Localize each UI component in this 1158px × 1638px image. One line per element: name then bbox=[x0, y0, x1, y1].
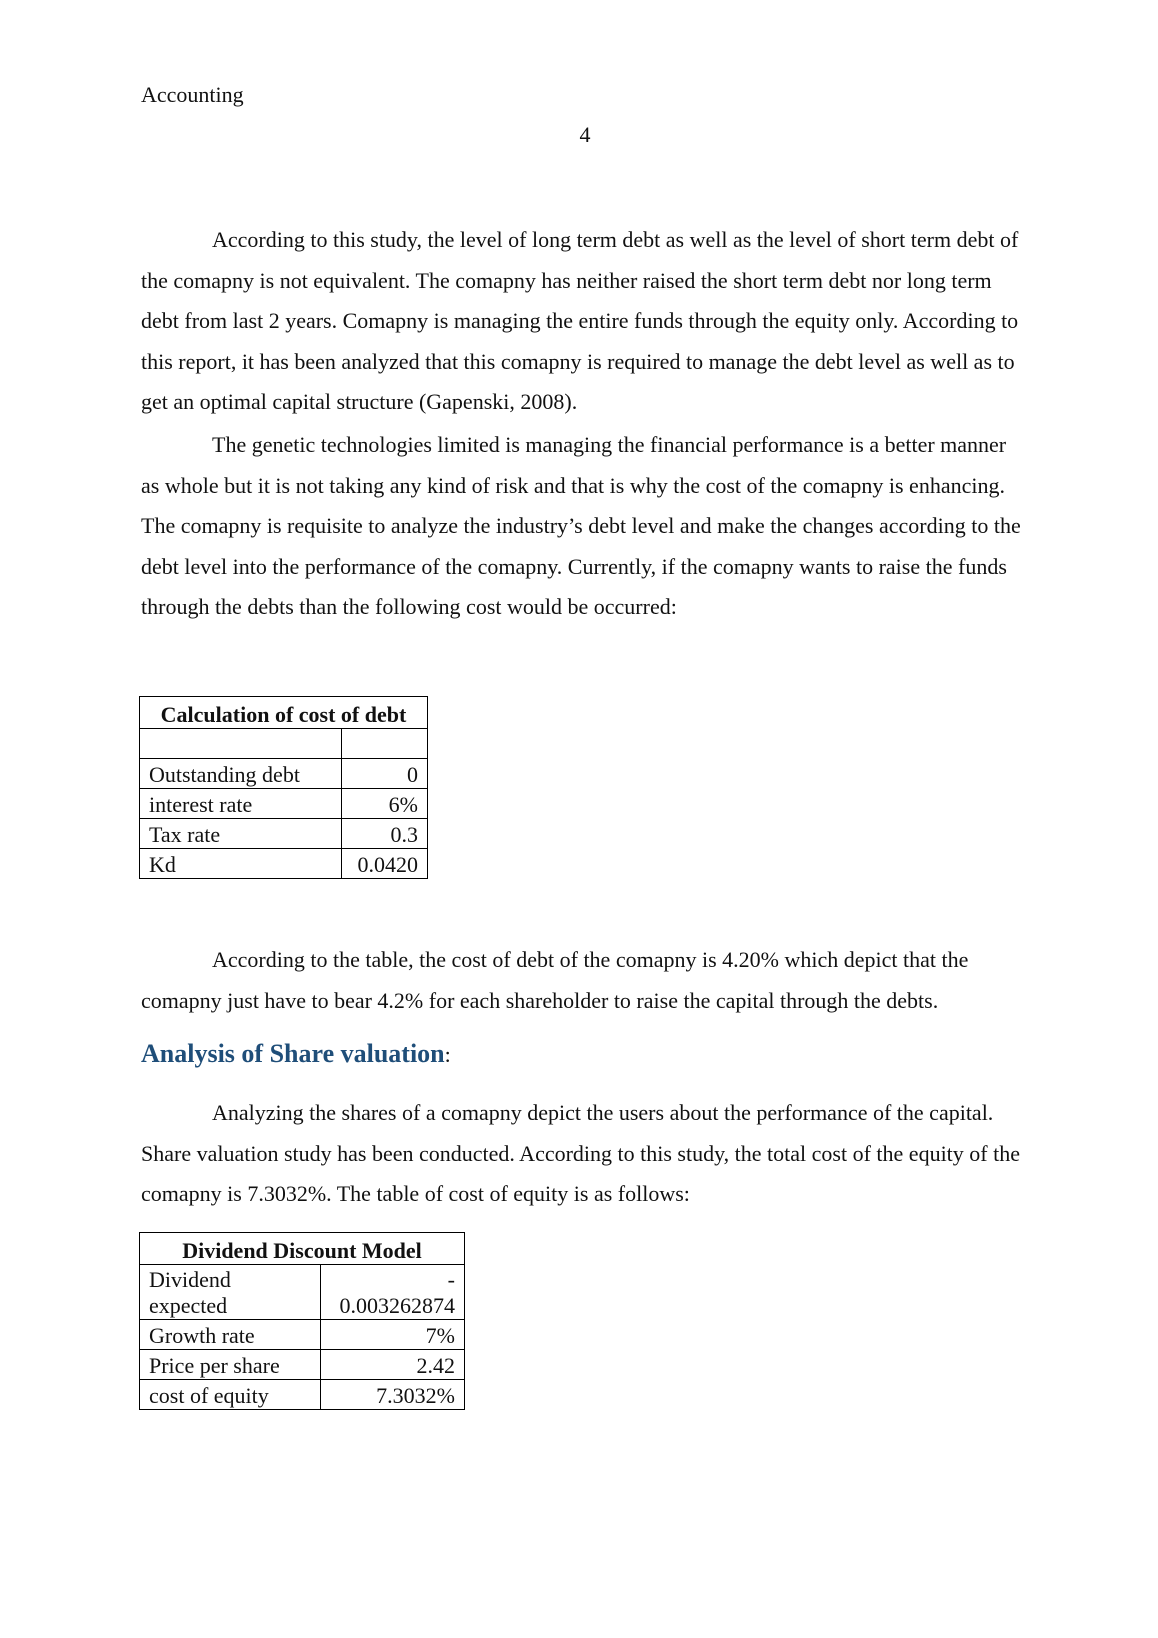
table-row bbox=[140, 1265, 465, 1320]
table-row bbox=[140, 819, 428, 849]
table-row bbox=[140, 759, 428, 789]
row-value: 0.3 bbox=[342, 819, 428, 849]
table-row bbox=[140, 1380, 465, 1410]
row-value: - 0.003262874 bbox=[321, 1265, 465, 1320]
row-value: 0.0420 bbox=[342, 849, 428, 879]
table-row bbox=[140, 789, 428, 819]
row-value: 7% bbox=[321, 1320, 465, 1350]
paragraph-cost-of-debt-summary: According to the table, the cost of debt of the comapny is 4.20% which depict that the comapny just have to bear 4.2% for each shareholder to raise the capital through the debts. bbox=[141, 947, 969, 1013]
table-row bbox=[140, 849, 428, 879]
section-heading-suffix: : bbox=[444, 1042, 451, 1067]
table-row bbox=[140, 729, 428, 759]
page-number: 4 bbox=[579, 122, 591, 147]
row-label: Outstanding debt bbox=[140, 759, 342, 789]
running-header: Accounting bbox=[141, 82, 244, 107]
paragraph-share-valuation: Analyzing the shares of a comapny depict the users about the performance of the capital. Share valuation study has been conducted. According to this study, the total cost of the equity of the comapny is 7.3032%. The table of cost of equity is as follows: bbox=[141, 1100, 1020, 1206]
table-cell bbox=[342, 729, 428, 759]
row-label: Tax rate bbox=[140, 819, 342, 849]
row-label: interest rate bbox=[140, 789, 342, 819]
paragraph-debt-level: According to this study, the level of long term debt as well as the level of short term debt of the comapny is not equivalent. The comapny has neither raised the short term debt nor long term debt from last 2 years. Comapny is managing the entire funds through the equity only. According to this report, it has been analyzed that this comapny is required to manage the debt level as well as to get an optimal capital structure (Gapenski, 2008). bbox=[141, 227, 1019, 414]
row-value: 0 bbox=[342, 759, 428, 789]
row-value: 7.3032% bbox=[321, 1380, 465, 1410]
paragraph-financial-performance: The genetic technologies limited is managing the financial performance is a better manner as whole but it is not taking any kind of risk and that is why the cost of the comapny is enhancing. The comapny is requisite to analyze the industry’s debt level and make the changes according to the debt level into the performance of the comapny. Currently, if the comapny wants to raise the funds through the debts than the following cost would be occurred: bbox=[141, 432, 1021, 619]
ddm-table-title: Dividend Discount Model bbox=[140, 1233, 465, 1265]
cost-of-debt-table bbox=[139, 696, 428, 879]
row-label: cost of equity bbox=[140, 1380, 321, 1410]
table-cell bbox=[140, 729, 342, 759]
row-label: Growth rate bbox=[140, 1320, 321, 1350]
table-row bbox=[140, 1320, 465, 1350]
row-value: 2.42 bbox=[321, 1350, 465, 1380]
row-label: Kd bbox=[140, 849, 342, 879]
dividend-discount-model-table bbox=[139, 1232, 465, 1410]
row-label: Dividend expected bbox=[140, 1265, 321, 1320]
cost-of-debt-table-title: Calculation of cost of debt bbox=[140, 697, 428, 729]
table-row bbox=[140, 1350, 465, 1380]
section-heading-text: Analysis of Share valuation bbox=[141, 1039, 445, 1068]
row-label: Price per share bbox=[140, 1350, 321, 1380]
section-heading bbox=[141, 1036, 451, 1073]
row-value: 6% bbox=[342, 789, 428, 819]
